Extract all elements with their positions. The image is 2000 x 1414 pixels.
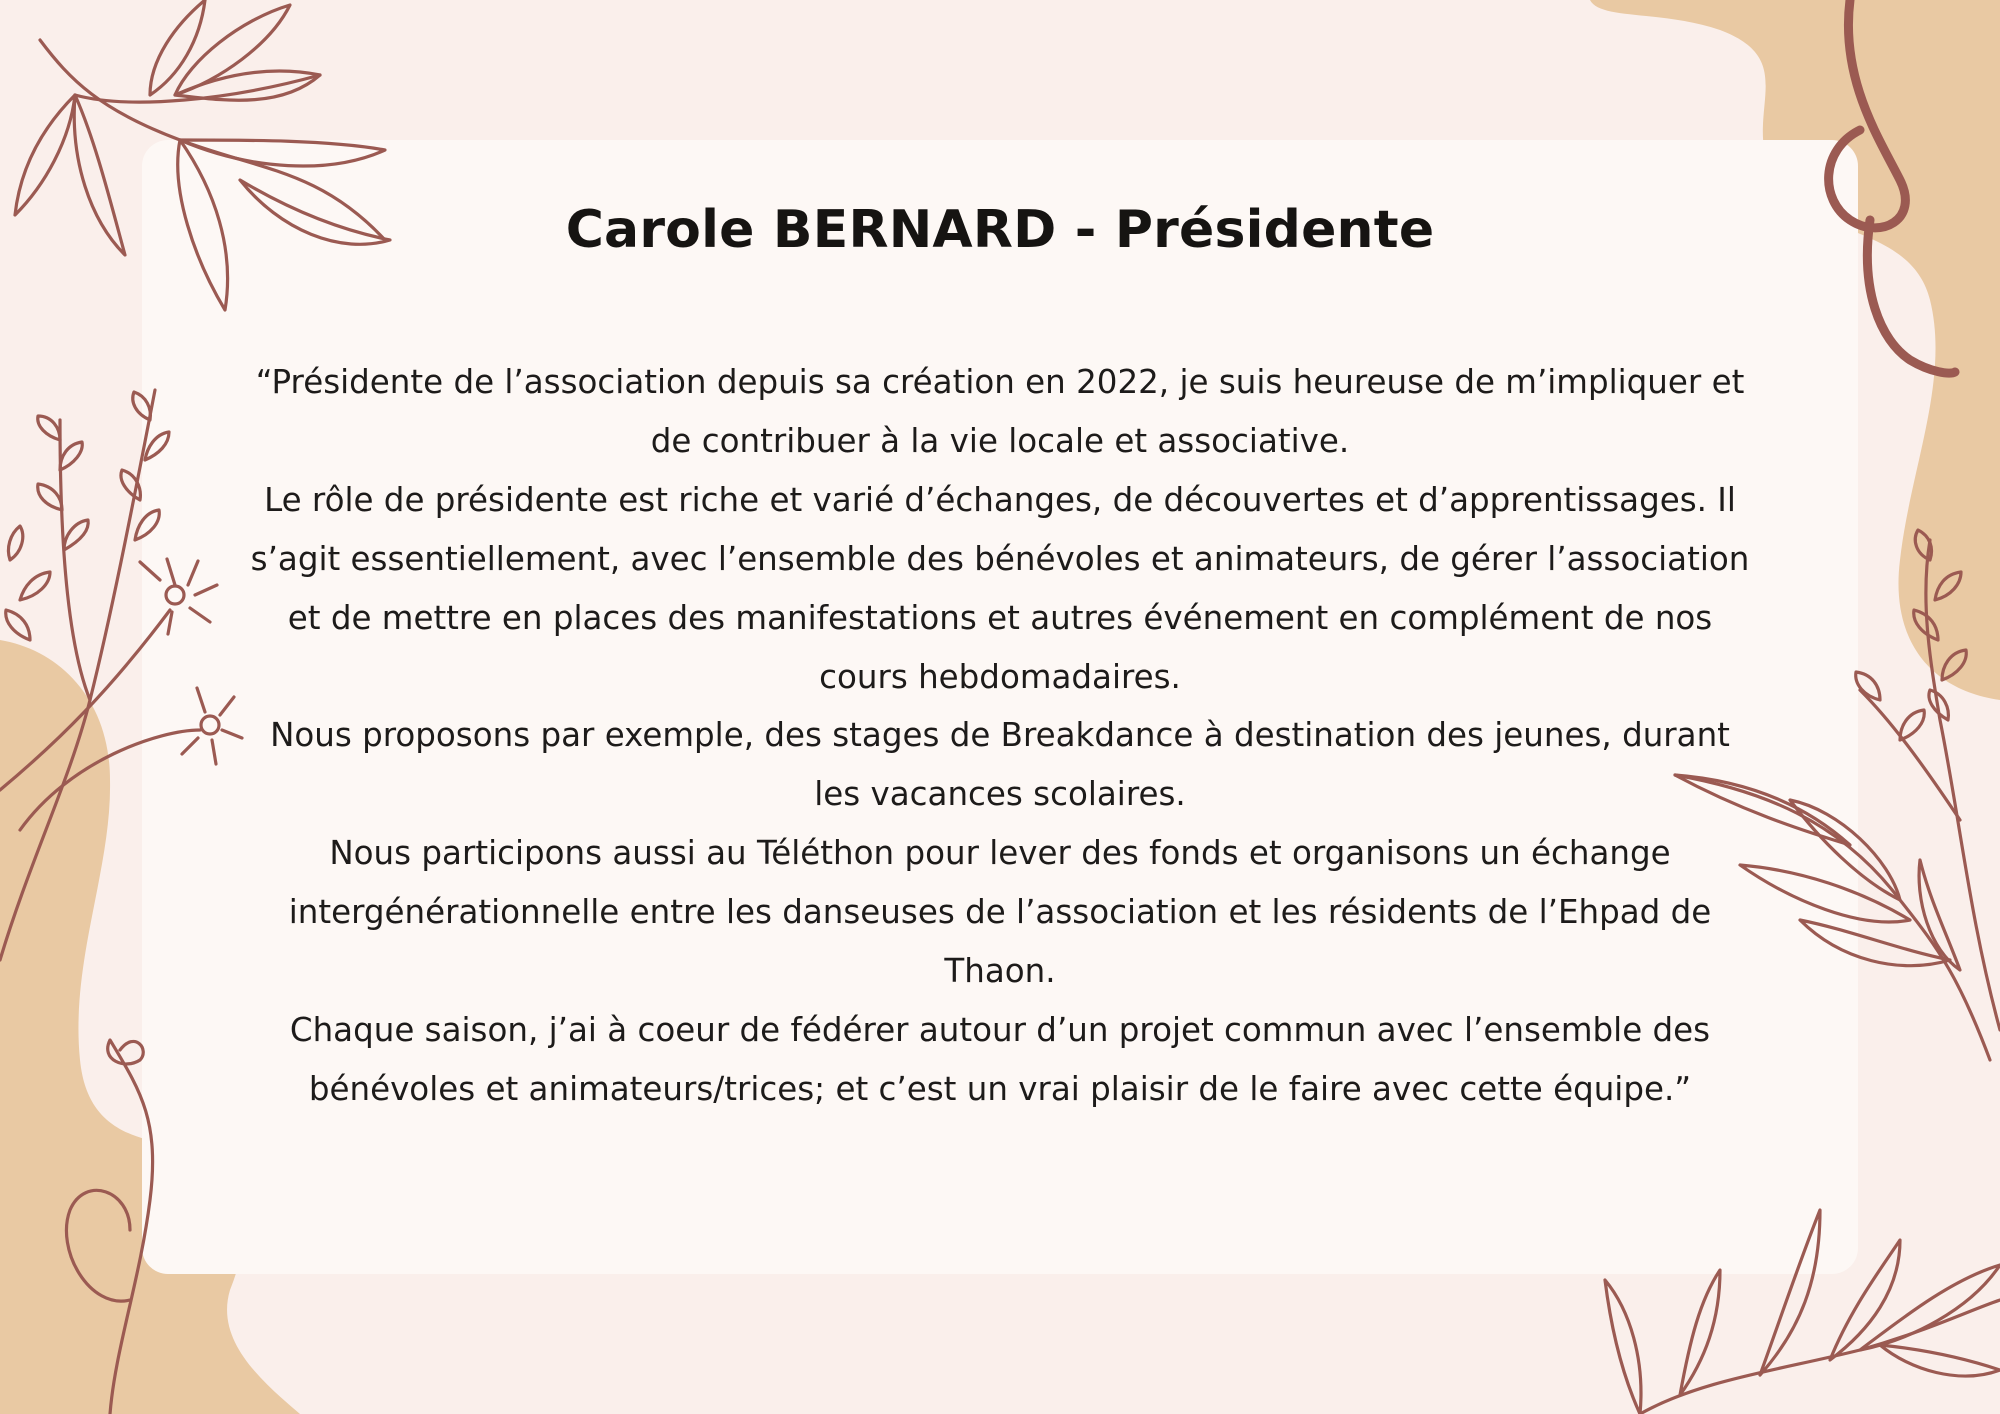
quote-paragraph: Chaque saison, j’ai à coeur de fédérer autour d’un projet commun avec l’ensemble des bénévoles et animateurs/trices; et c’est un vrai plaisir de le faire avec cette équipe.” bbox=[289, 1010, 1711, 1108]
quote-paragraph: Nous proposons par exemple, des stages de Breakdance à destination des jeunes, durant les vacances scolaires. bbox=[270, 716, 1730, 814]
quote-text bbox=[250, 353, 1750, 1119]
quote-paragraph: Nous participons aussi au Téléthon pour lever des fonds et organisons un échange intergénérationnelle entre les danseuses de l’association et les résidents de l’Ehpad de Thaon. bbox=[288, 834, 1712, 991]
page-title: Carole BERNARD - Présidente bbox=[565, 200, 1435, 260]
quote-paragraph: Le rôle de présidente est riche et varié d’échanges, de découvertes et d’apprentissages. Il s’agit essentiellement, avec l’ensemble des bénévoles et animateurs, de gérer l’association et de mettre en places des manifestations et autres événement en complément de nos cours hebdomadaires. bbox=[250, 480, 1750, 696]
quote-paragraph: “Présidente de l’association depuis sa création en 2022, je suis heureuse de m’impliquer et de contribuer à la vie locale et associative. bbox=[255, 363, 1745, 460]
